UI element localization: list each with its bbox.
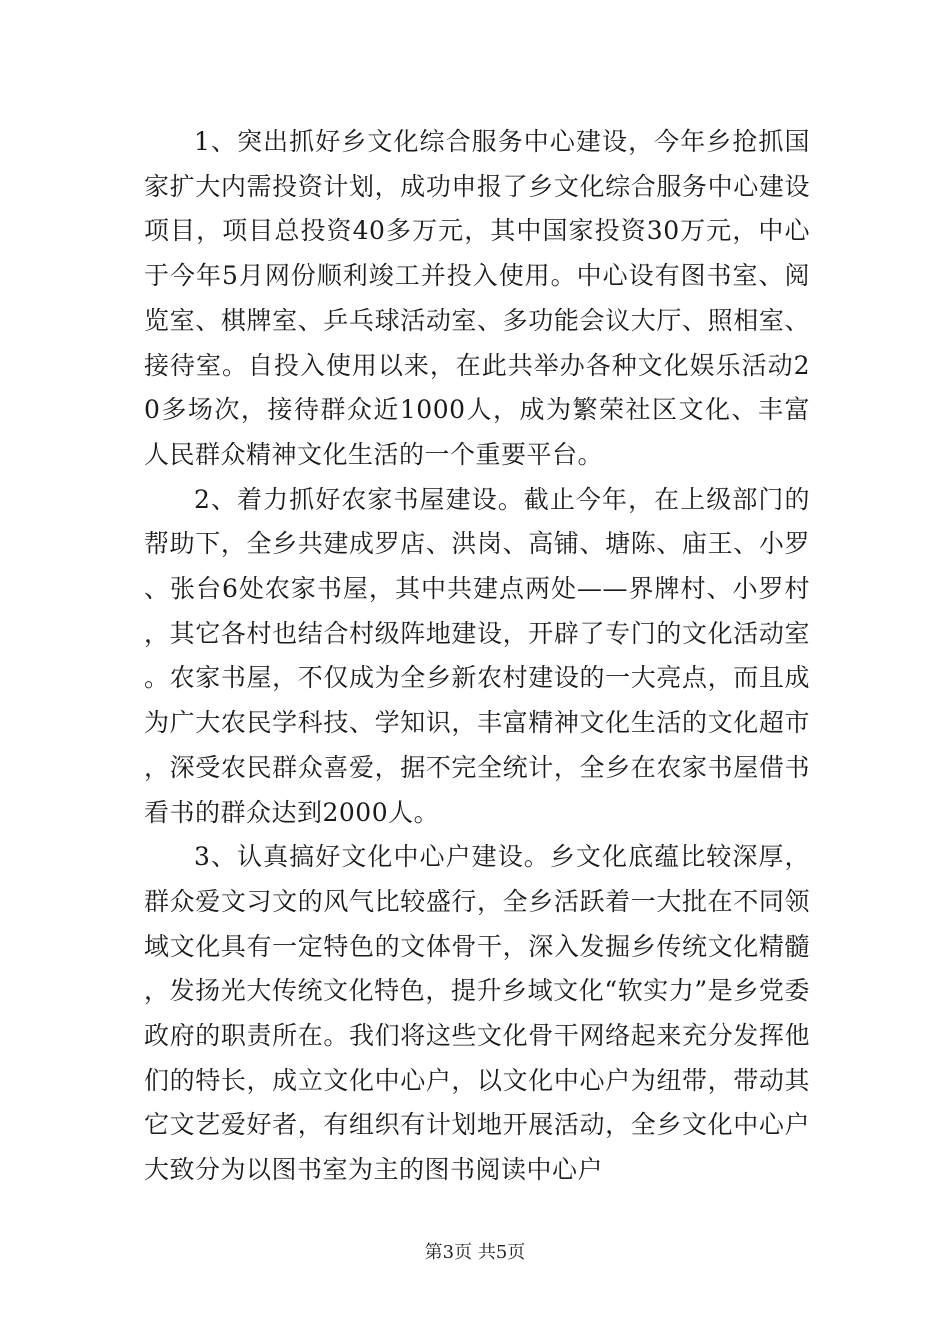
body-text xyxy=(144,120,810,1193)
page-footer: 第3页 共5页 xyxy=(424,1242,526,1263)
paragraph-3: 3、认真搞好文化中心户建设。乡文化底蕴比较深厚，群众爱文习文的风气比较盛行，全乡活跃着一大批在不同领域文化具有一定特色的文体骨干，深入发掘乡传统文化精髓，发扬光大传统文化特色，提升乡域文化“软实力”是乡党委政府的职责所在。我们将这些文化骨干网络起来充分发挥他们的特长，成立文化中心户，以文化中心户为纽带，带动其它文艺爱好者，有组织有计划地开展活动，全乡文化中心户大致分为以图书室为主的图书阅读中心户 xyxy=(144,842,810,1185)
paragraph-2: 2、着力抓好农家书屋建设。截止今年，在上级部门的帮助下，全乡共建成罗店、洪岗、高铺、塘陈、庙王、小罗、张台6处农家书屋，其中共建点两处——界牌村、小罗村，其它各村也结合村级阵地建设，开辟了专门的文化活动室。农家书屋，不仅成为全乡新农村建设的一大亮点，而且成为广大农民学科技、学知识，丰富精神文化生活的文化超市，深受农民群众喜爱，据不完全统计，全乡在农家书屋借书看书的群众达到2000人。 xyxy=(144,484,810,827)
paragraph-1: 1、突出抓好乡文化综合服务中心建设，今年乡抢抓国家扩大内需投资计划，成功申报了乡文化综合服务中心建设项目，项目总投资40多万元，其中国家投资30万元，中心于今年5月网份顺利竣工并投入使用。中心设有图书室、阅览室、棋牌室、乒乓球活动室、多功能会议大厅、照相室、接待室。自投入使用以来，在此共举办各种文化娱乐活动20多场次，接待群众近1000人，成为繁荣社区文化、丰富人民群众精神文化生活的一个重要平台。 xyxy=(144,127,810,469)
